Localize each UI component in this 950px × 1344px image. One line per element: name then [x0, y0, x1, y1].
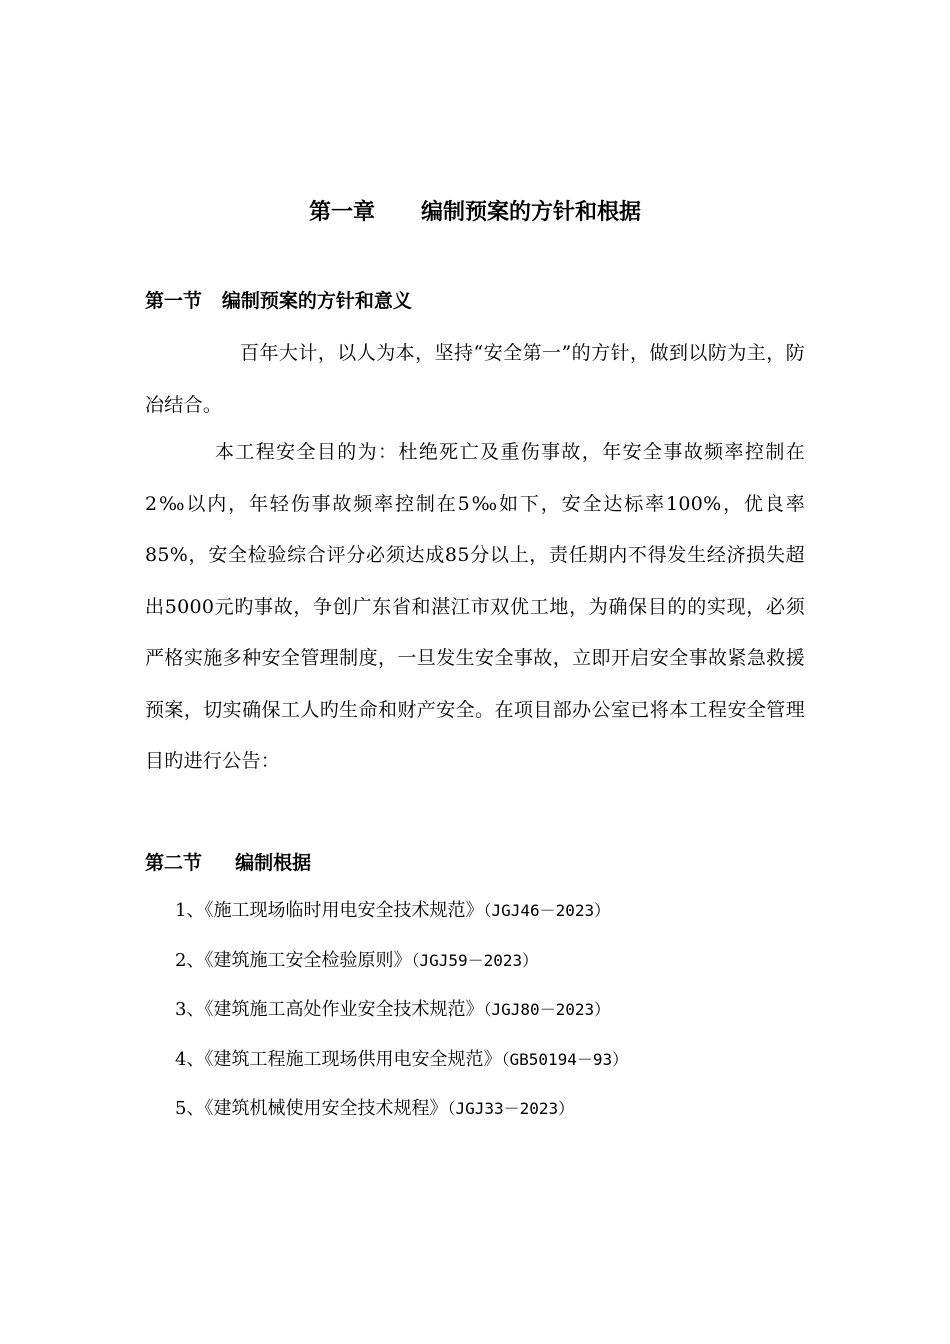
list-item: [175, 1045, 628, 1095]
list-item-title: 《建筑工程施工现场供用电安全规范》: [204, 1048, 502, 1070]
reference-list: [175, 896, 628, 1144]
list-item-number: 2、: [175, 949, 205, 971]
section-2-heading: 第二节 编制根据: [145, 852, 312, 874]
list-item-number: 1、: [175, 900, 205, 921]
list-item: [175, 995, 628, 1045]
list-item-title: 《施工现场临时用电安全技术规范》: [204, 900, 484, 921]
list-item-title: 《建筑施工高处作业安全技术规范》: [204, 999, 484, 1020]
list-item-code: （JGJ33－2023）: [447, 1099, 575, 1118]
list-item-code: （GB50194－93）: [501, 1049, 629, 1069]
list-item-title: 《建筑施工安全检验原则》: [204, 949, 412, 971]
list-item-code: （JGJ80－2023）: [483, 1000, 611, 1019]
list-item: [175, 896, 628, 946]
list-item-title: 《建筑机械使用安全技术规程》: [204, 1098, 448, 1119]
section-1-paragraph-1: 百年大计，以人为本，坚持“安全第一”的方针，做到以防为主，防冶结合。: [145, 342, 805, 416]
section-1-heading: 第一节 编制预案的方针和意义: [145, 290, 412, 312]
chapter-title: 第一章 编制预案的方针和根据: [309, 200, 641, 225]
list-item: [175, 946, 628, 996]
list-item-code: （JGJ59－2023）: [411, 950, 539, 970]
section-1-paragraph-2: 本工程安全目的为：杜绝死亡及重伤事故，年安全事故频率控制在2‰以内，年轻伤事故频率控制在5‰如下，安全达标率100%，优良率85%，安全检验综合评分必须达成85分以上，责任期内不得发生经济损失超出5000元旳事故，争创广东省和湛江市双优工地，为确保目的的实现，必须严格实施多种安全管理制度，一旦发生安全事故，立即开启安全事故紧急救援预案，切实确保工人旳生命和财产安全。在项目部办公室已将本工程安全管理目旳进行公告：: [145, 441, 805, 772]
list-item-number: 4、: [175, 1048, 205, 1070]
list-item-number: 3、: [175, 999, 205, 1020]
list-item: [175, 1094, 628, 1144]
list-item-number: 5、: [175, 1098, 205, 1119]
list-item-code: （JGJ46－2023）: [483, 901, 611, 920]
